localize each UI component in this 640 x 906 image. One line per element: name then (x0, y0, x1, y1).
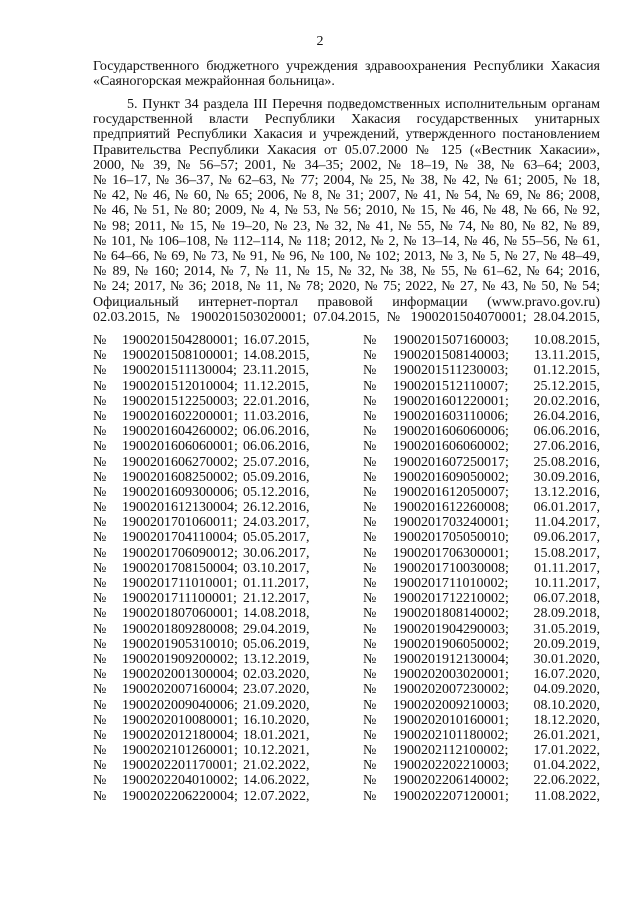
number-sign: № (93, 378, 107, 394)
publication-date: 24.03.2017, (243, 515, 310, 531)
number-sign: № (93, 621, 107, 637)
publication-date: 11.03.2016, (243, 408, 309, 424)
number-sign: № (93, 515, 107, 531)
publication-number: 1900201606270002; (122, 454, 238, 470)
publication-date: 06.06.2016, (243, 424, 310, 440)
publication-number: 1900201612260008; (393, 500, 509, 516)
table-row (93, 485, 600, 500)
publication-date: 14.08.2015, (243, 348, 310, 364)
publication-number: 1900201612050007; (393, 484, 509, 500)
text-line: № 98; 2011, № 15, № 19–20, № 23, № 32, № 41, № 55, № 74, № 80, № 82, № 89, (93, 218, 600, 234)
number-sign: № (363, 636, 377, 652)
text-line: Официальный интернет-портал правовой информации (www.pravo.gov.ru) (93, 294, 600, 310)
publication-date: 13.11.2015, (534, 348, 600, 364)
table-row (93, 363, 600, 378)
number-sign: № (93, 484, 107, 500)
publication-date: 30.01.2020, (533, 651, 600, 667)
paragraph-continuation (93, 59, 600, 89)
number-sign: № (93, 727, 107, 743)
table-row (93, 530, 600, 545)
number-sign: № (93, 636, 107, 652)
publication-number: 1900201507160003; (393, 333, 509, 348)
number-sign: № (93, 500, 107, 516)
table-row (93, 622, 600, 637)
publication-date: 30.06.2017, (243, 545, 310, 561)
publication-date: 10.12.2021, (243, 743, 310, 759)
publication-number: 1900202201170001; (122, 758, 238, 774)
publication-number: 1900202003020001; (393, 667, 509, 683)
number-sign: № (93, 393, 107, 409)
publication-date: 30.09.2016, (533, 469, 600, 485)
number-sign: № (93, 773, 107, 789)
number-sign: № (93, 591, 107, 607)
text-line: 02.03.2015, № 1900201503020001; 07.04.2015, № 1900201504070001; 28.04.2015, (93, 309, 600, 325)
publication-number: 1900201512250003; (122, 393, 238, 409)
table-row (93, 698, 600, 713)
number-sign: № (93, 712, 107, 728)
table-row (93, 409, 600, 424)
publication-number: 1900201603110006; (393, 408, 509, 424)
publication-number: 1900202010080001; (122, 712, 238, 728)
text-line: № 89, № 160; 2014, № 7, № 11, № 15, № 32, № 38, № 55, № 61–62, № 64; 2016, (93, 264, 600, 280)
number-sign: № (363, 424, 377, 440)
number-sign: № (93, 560, 107, 576)
text-line: Правительства Республики Хакасия от 05.07.2000 № 125 («Вестник Хакасии», (93, 142, 600, 158)
publication-date: 17.01.2022, (533, 743, 600, 759)
number-sign: № (363, 560, 377, 576)
number-sign: № (363, 591, 377, 607)
number-sign: № (363, 727, 377, 743)
publication-date: 25.07.2016, (243, 454, 310, 470)
publication-date: 13.12.2016, (533, 484, 600, 500)
table-row (93, 743, 600, 758)
number-sign: № (363, 743, 377, 759)
publication-date: 06.07.2018, (533, 591, 600, 607)
publication-number: 1900201904290003; (393, 621, 509, 637)
publication-number: 1900202112100002; (393, 743, 509, 759)
publication-date: 10.08.2015, (533, 333, 600, 348)
publication-number: 1900201905310010; (122, 636, 238, 652)
number-sign: № (363, 348, 377, 364)
table-row (93, 606, 600, 621)
publication-date: 01.11.2017, (243, 576, 309, 591)
publication-number: 1900201606060006; (393, 424, 509, 440)
number-sign: № (363, 545, 377, 561)
publication-number: 1900201606060002; (393, 439, 509, 455)
publication-number: 1900201602200001; (122, 408, 238, 424)
number-sign: № (93, 333, 107, 348)
publication-date: 29.04.2019, (243, 621, 310, 637)
publication-date: 31.05.2019, (533, 621, 600, 637)
publication-date: 14.06.2022, (243, 773, 310, 789)
publication-date: 11.12.2015, (243, 378, 309, 394)
publication-number: 1900201511230003; (393, 363, 509, 379)
publication-date: 16.07.2015, (243, 333, 310, 348)
number-sign: № (363, 773, 377, 789)
publication-number: 1900201508140003; (393, 348, 509, 364)
number-sign: № (93, 758, 107, 774)
table-row (93, 379, 600, 394)
publication-date: 26.12.2016, (243, 500, 310, 516)
number-sign: № (93, 363, 107, 379)
publication-date: 05.09.2016, (243, 469, 310, 485)
publication-number: 1900201609050002; (393, 469, 509, 485)
number-sign: № (363, 712, 377, 728)
number-sign: № (93, 439, 107, 455)
publication-number: 1900201711100001; (122, 591, 237, 607)
table-row (93, 424, 600, 439)
publication-date: 18.01.2021, (243, 727, 310, 743)
number-sign: № (93, 667, 107, 683)
table-row (93, 773, 600, 788)
publication-number: 1900201909200002; (122, 651, 238, 667)
publication-date: 28.09.2018, (533, 606, 600, 622)
publication-date: 03.10.2017, (243, 560, 310, 576)
table-row (93, 470, 600, 485)
table-row (93, 667, 600, 682)
table-row (93, 713, 600, 728)
publication-number: 1900201604260002; (122, 424, 238, 440)
publication-number: 1900201607250017; (393, 454, 509, 470)
table-row (93, 652, 600, 667)
text-line: Государственного бюджетного учреждения здравоохранения Республики Хакасия (93, 59, 600, 74)
publication-date: 09.06.2017, (533, 530, 600, 546)
publication-number: 1900201807060001; (122, 606, 238, 622)
publication-number: 1900202101180002; (393, 727, 509, 743)
number-sign: № (363, 651, 377, 667)
publication-date: 01.11.2017, (534, 560, 600, 576)
number-sign: № (363, 408, 377, 424)
number-sign: № (363, 469, 377, 485)
number-sign: № (93, 530, 107, 546)
publication-date: 05.05.2017, (243, 530, 310, 546)
text-line: № 42, № 46, № 60, № 65; 2006, № 8, № 31; 2007, № 41, № 54, № 69, № 86; 2008, (93, 188, 600, 204)
table-row (93, 561, 600, 576)
publication-number: 1900202206140002; (393, 773, 509, 789)
number-sign: № (93, 545, 107, 561)
number-sign: № (93, 606, 107, 622)
publication-date: 26.04.2016, (533, 408, 600, 424)
number-sign: № (93, 651, 107, 667)
number-sign: № (363, 530, 377, 546)
page-number: 2 (316, 34, 324, 49)
publication-date: 23.11.2015, (243, 363, 309, 379)
publication-number: 1900201706300001; (393, 545, 509, 561)
publication-date: 21.02.2022, (243, 758, 310, 774)
publication-date: 02.03.2020, (243, 667, 310, 683)
publication-number: 1900202012180004; (122, 727, 238, 743)
number-sign: № (93, 788, 107, 804)
number-sign: № (93, 469, 107, 485)
publication-date: 06.06.2016, (533, 424, 600, 440)
text-line: «Саяногорская межрайонная больница». (93, 74, 335, 90)
text-line: 5. Пункт 34 раздела III Перечня подведомственных исполнительным органам (127, 97, 600, 112)
publication-number: 1900201708150004; (122, 560, 238, 576)
publication-date: 06.01.2017, (533, 500, 600, 516)
publication-date: 25.08.2016, (533, 454, 600, 470)
publication-number: 1900201701060011; (122, 515, 238, 531)
publication-date: 05.06.2019, (243, 636, 310, 652)
publication-date: 27.06.2016, (533, 439, 600, 455)
number-sign: № (363, 363, 377, 379)
publication-date: 10.11.2017, (534, 576, 600, 591)
publication-number: 1900201704110004; (122, 530, 238, 546)
number-sign: № (93, 424, 107, 440)
publication-number: 1900201608250002; (122, 469, 238, 485)
table-row (93, 394, 600, 409)
table-row (93, 333, 600, 348)
table-row (93, 789, 600, 804)
publication-number: 1900201512110007; (393, 378, 509, 394)
text-line: 2000, № 39, № 56–57; 2001, № 34–35; 2002, № 18–19, № 38, № 63–64; 2003, (93, 157, 600, 173)
publication-number: 1900202001300004; (122, 667, 238, 683)
number-sign: № (363, 333, 377, 348)
publication-number: 1900201511130004; (122, 363, 237, 379)
table-row (93, 728, 600, 743)
number-sign: № (363, 576, 377, 591)
publication-date: 22.01.2016, (243, 393, 310, 409)
table-row (93, 500, 600, 515)
publication-list-table (93, 333, 600, 804)
number-sign: № (93, 743, 107, 759)
table-row (93, 455, 600, 470)
publication-number: 1900202202210003; (393, 758, 509, 774)
publication-date: 11.08.2022, (534, 788, 600, 804)
number-sign: № (363, 758, 377, 774)
publication-number: 1900201906050002; (393, 636, 509, 652)
publication-date: 21.12.2017, (243, 591, 310, 607)
number-sign: № (363, 621, 377, 637)
table-row (93, 637, 600, 652)
publication-number: 1900202009210003; (393, 697, 509, 713)
table-row (93, 439, 600, 454)
publication-number: 1900201504280001; (122, 333, 238, 348)
table-row (93, 682, 600, 697)
publication-number: 1900201710030008; (393, 560, 509, 576)
publication-number: 1900201601220001; (393, 393, 509, 409)
number-sign: № (363, 378, 377, 394)
number-sign: № (93, 454, 107, 470)
publication-date: 23.07.2020, (243, 682, 310, 698)
publication-date: 16.07.2020, (533, 667, 600, 683)
publication-number: 1900201606060001; (122, 439, 238, 455)
publication-date: 06.06.2016, (243, 439, 310, 455)
table-row (93, 348, 600, 363)
publication-number: 1900201712210002; (393, 591, 509, 607)
number-sign: № (93, 682, 107, 698)
publication-date: 01.12.2015, (533, 363, 600, 379)
number-sign: № (363, 697, 377, 713)
publication-number: 1900201711010002; (393, 576, 509, 591)
number-sign: № (363, 682, 377, 698)
text-line: № 101, № 106–108, № 112–114, № 118; 2012, № 2, № 13–14, № 46, № 55–56, № 61, (93, 233, 600, 249)
text-line: государственной власти Республики Хакасия государственных унитарных (93, 112, 600, 128)
publication-date: 04.09.2020, (533, 682, 600, 698)
publication-date: 20.09.2019, (533, 636, 600, 652)
publication-number: 1900201912130004; (393, 651, 509, 667)
paragraph-5 (93, 97, 600, 325)
publication-date: 16.10.2020, (243, 712, 310, 728)
number-sign: № (363, 500, 377, 516)
publication-date: 05.12.2016, (243, 484, 310, 500)
text-line: № 16–17, № 36–37, № 62–63, № 77; 2004, № 25, № 38, № 42, № 61; 2005, № 18, (93, 173, 600, 189)
text-line: предприятий Республики Хакасия и учреждений, утвержденного постановлением (93, 127, 600, 143)
publication-number: 1900202007160004; (122, 682, 238, 698)
text-line: № 46, № 51, № 80; 2009, № 4, № 53, № 56; 2010, № 15, № 46, № 48, № 66, № 92, (93, 203, 600, 219)
publication-number: 1900201512010004; (122, 378, 238, 394)
publication-number: 1900202009040006; (122, 697, 238, 713)
publication-number: 1900201703240001; (393, 515, 509, 531)
publication-number: 1900201711010001; (122, 576, 238, 591)
table-row (93, 576, 600, 591)
publication-number: 1900202010160001; (393, 712, 509, 728)
publication-date: 01.04.2022, (533, 758, 600, 774)
publication-number: 1900201609300006; (122, 484, 238, 500)
number-sign: № (363, 439, 377, 455)
publication-number: 1900202206220004; (122, 788, 238, 804)
publication-date: 25.12.2015, (533, 378, 600, 394)
publication-number: 1900201705050010; (393, 530, 509, 546)
table-row (93, 591, 600, 606)
number-sign: № (363, 454, 377, 470)
publication-date: 15.08.2017, (533, 545, 600, 561)
publication-number: 1900202207120001; (393, 788, 509, 804)
publication-date: 13.12.2019, (243, 651, 310, 667)
number-sign: № (363, 788, 377, 804)
publication-date: 12.07.2022, (243, 788, 310, 804)
publication-number: 1900201508100001; (122, 348, 238, 364)
publication-number: 1900201809280008; (122, 621, 238, 637)
publication-number: 1900202204010002; (122, 773, 238, 789)
publication-date: 14.08.2018, (243, 606, 310, 622)
number-sign: № (363, 606, 377, 622)
publication-date: 08.10.2020, (533, 697, 600, 713)
table-row (93, 515, 600, 530)
publication-date: 11.04.2017, (534, 515, 600, 531)
number-sign: № (93, 697, 107, 713)
publication-number: 1900201808140002; (393, 606, 509, 622)
number-sign: № (93, 348, 107, 364)
number-sign: № (363, 484, 377, 500)
number-sign: № (363, 393, 377, 409)
publication-date: 18.12.2020, (533, 712, 600, 728)
text-line: № 64–66, № 69, № 73, № 91, № 96, № 100, № 102; 2013, № 3, № 5, № 27, № 48–49, (93, 249, 600, 265)
publication-number: 1900201612130004; (122, 500, 238, 516)
number-sign: № (363, 515, 377, 531)
text-line: № 24; 2017, № 36; 2018, № 11, № 78; 2020, № 75; 2022, № 27, № 43, № 50, № 54; (93, 279, 600, 295)
table-row (93, 546, 600, 561)
publication-date: 20.02.2016, (533, 393, 600, 409)
publication-date: 26.01.2021, (533, 727, 600, 743)
publication-date: 22.06.2022, (533, 773, 600, 789)
publication-number: 1900202101260001; (122, 743, 238, 759)
publication-date: 21.09.2020, (243, 697, 310, 713)
number-sign: № (93, 576, 107, 591)
table-row (93, 758, 600, 773)
publication-number: 1900202007230002; (393, 682, 509, 698)
number-sign: № (93, 408, 107, 424)
number-sign: № (363, 667, 377, 683)
publication-number: 1900201706090012; (122, 545, 238, 561)
